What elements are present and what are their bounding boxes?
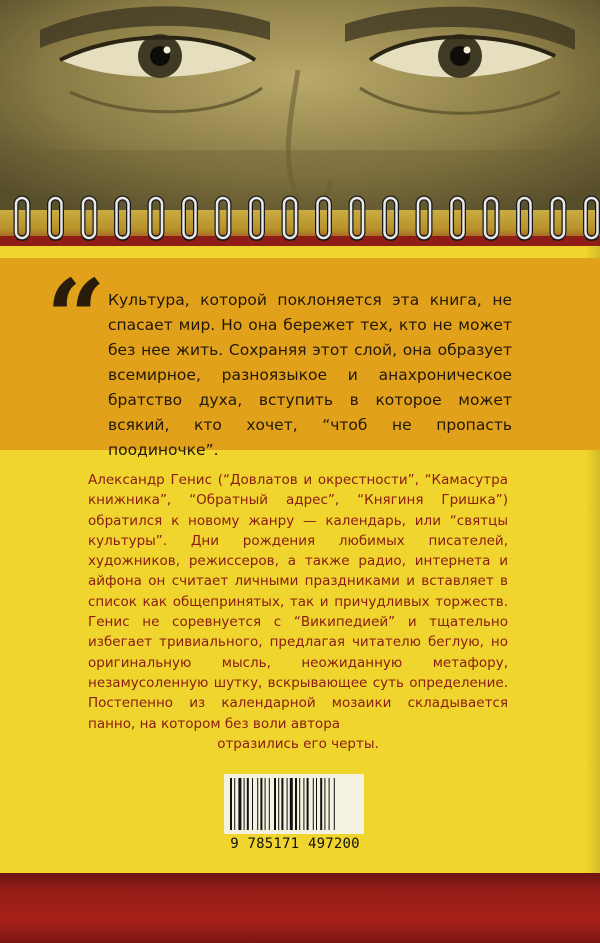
barcode-bar	[303, 778, 304, 830]
spiral-ring-icon	[251, 198, 263, 241]
spiral-ring-icon	[485, 198, 497, 241]
barcode-bar	[269, 778, 270, 830]
spiral-ring-icon	[452, 198, 464, 241]
barcode-bar	[334, 778, 335, 830]
barcode-bar	[313, 778, 314, 830]
isbn-number: 9 785171 497200	[230, 836, 360, 852]
spiral-ring-icon	[519, 198, 531, 241]
description-body: Александр Генис (“Довлатов и окрестности”, “Камасутра книжника”, “Обратный адрес”, “Княгиня Гришка”) обратился к новому жанру — календарь, или “святцы культуры”. Дни рождения любимых писателей, художников, режиссеров, а также радио, интернета и айфона он считает личными праздниками и вставляет в список как общепринятых, так и причудливых торжеств. Генис не соревнуется с “Википедией” и тщательно избегает тривиального, предлагая читателю беглую, но оригинальную мысль, неожиданную метафору, незамусоленную шутку, вскрывающее суть определение. Постепенно из календарной мозаики складывается панно, на котором без воли автора	[88, 472, 508, 732]
barcode-bar	[274, 778, 276, 830]
spiral-ring-icon	[418, 198, 430, 241]
barcode-bar	[324, 778, 325, 830]
barcode-bar	[320, 778, 322, 830]
barcode-bar	[329, 778, 330, 830]
spiral-ring-icon	[351, 198, 363, 241]
bottom-red-band	[0, 873, 600, 943]
barcode-bar	[281, 778, 283, 830]
barcode-bar	[287, 778, 288, 830]
book-description	[88, 470, 508, 754]
barcode-bar	[260, 778, 262, 830]
barcode-bar	[295, 778, 297, 830]
spiral-ring-icon	[552, 198, 564, 241]
description-tail: отразились его черты.	[217, 735, 379, 752]
barcode-icon	[224, 774, 364, 834]
barcode-bar	[252, 778, 253, 830]
spiral-ring-icon	[318, 198, 330, 241]
spiral-ring-icon	[284, 198, 296, 241]
barcode-bar	[299, 778, 300, 830]
barcode-bar	[265, 778, 266, 830]
spiral-binding	[0, 190, 600, 250]
spiral-ring-icon	[217, 198, 229, 241]
barcode-bar	[234, 778, 235, 830]
barcode-bar	[278, 778, 279, 830]
barcode-bar	[257, 778, 258, 830]
quote-mark-icon: “	[46, 256, 106, 379]
barcode-bar	[238, 778, 241, 830]
spiral-ring-icon	[150, 198, 162, 241]
barcode-bar	[307, 778, 309, 830]
barcode-bar	[316, 778, 317, 830]
barcode-bar	[290, 778, 293, 830]
spiral-ring-icon	[184, 198, 196, 241]
spiral-ring-icon	[117, 198, 129, 241]
spiral-ring-icon	[16, 198, 28, 241]
spiral-ring-icon	[586, 198, 598, 241]
barcode-bar	[230, 778, 232, 830]
barcode-bar	[244, 778, 245, 830]
spiral-ring-icon	[50, 198, 62, 241]
spiral-ring-icon	[83, 198, 95, 241]
spiral-ring-icon	[385, 198, 397, 241]
quote-text: Культура, которой поклоняется эта книга, не спасает мир. Но она бережет тех, кто не может без нее жить. Сохраняя этот слой, она образует всемирное, разноязыкое и анахроническое братство духа, вступить в которое может всякий, кто хочет, “чтоб не пропасть поодиночке”.	[108, 291, 512, 459]
barcode-bar	[247, 778, 249, 830]
